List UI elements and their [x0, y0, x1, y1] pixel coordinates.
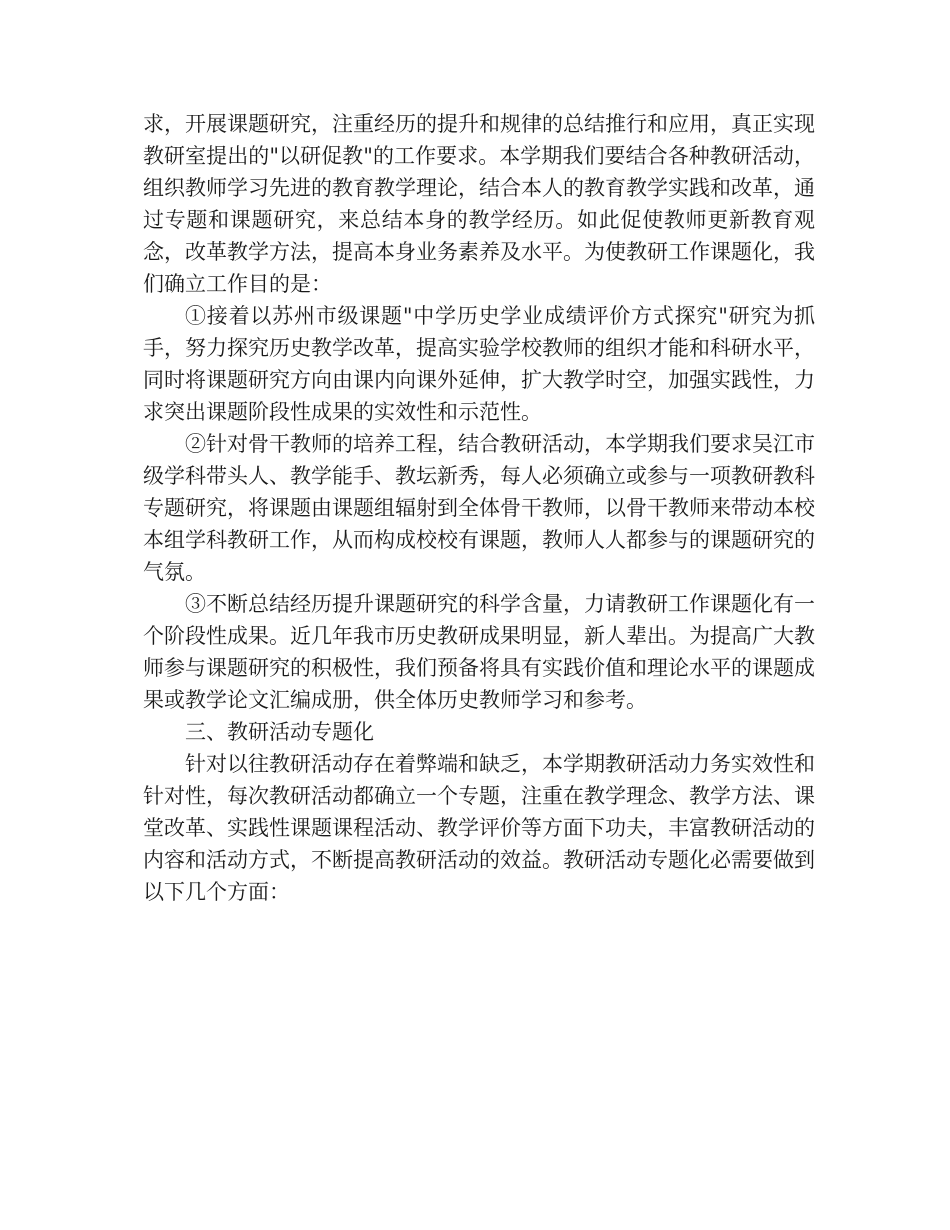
paragraph-goal-3: ③不断总结经历提升课题研究的科学含量，力请教研工作课题化有一个阶段性成果。近几年我市历史教研成果明显，新人辈出。为提高广大教师参与课题研究的积极性，我们预备将具有实践价值和理论水平的课题成果或教学论文汇编成册，供全体历史教师学习和参考。 — [143, 592, 815, 712]
paragraph-continuation: 求，开展课题研究，注重经历的提升和规律的总结推行和应用，真正实现教研室提出的"以研促教"的工作要求。本学期我们要结合各种教研活动，组织教师学习先进的教育教学理论，结合本人的教育教学实践和改革，通过专题和课题研究，来总结本身的教学经历。如此促使教师更新教育观念，改革教学方法，提高本身业务素养及水平。为使教研工作课题化，我们确立工作目的是： — [143, 112, 815, 296]
paragraph-section-intro: 针对以往教研活动存在着弊端和缺乏，本学期教研活动力务实效性和针对性，每次教研活动都确立一个专题，注重在教学理念、教学方法、课堂改革、实践性课题课程活动、教学评价等方面下功夫，丰富教研活动的内容和活动方式，不断提高教研活动的效益。教研活动专题化必需要做到以下几个方面： — [143, 752, 815, 904]
paragraph-goal-2: ②针对骨干教师的培养工程，结合教研活动，本学期我们要求吴江市级学科带头人、教学能手、教坛新秀，每人必须确立或参与一项教研教科专题研究，将课题由课题组辐射到全体骨干教师，以骨干教师来带动本校本组学科教研工作，从而构成校校有课题，教师人人都参与的课题研究的气氛。 — [143, 432, 815, 584]
section-heading: 三、教研活动专题化 — [185, 720, 374, 744]
document-body — [143, 108, 815, 908]
paragraph-goal-1: ①接着以苏州市级课题"中学历史学业成绩评价方式探究"研究为抓手，努力探究历史教学改革，提高实验学校教师的组织才能和科研水平，同时将课题研究方向由课内向课外延伸，扩大教学时空，加强实践性，力求突出课题阶段性成果的实效性和示范性。 — [143, 304, 815, 424]
